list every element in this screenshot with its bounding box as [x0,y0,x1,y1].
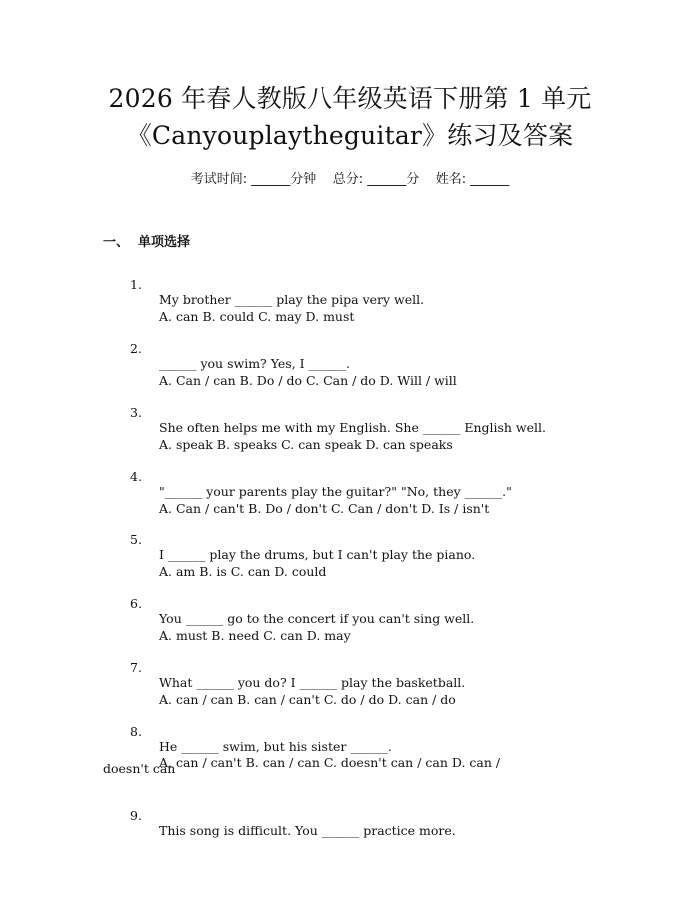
question-text: He ______ swim, but his sister ______. [159,739,392,754]
answer-options: A. Can / can't B. Do / don't C. Can / don't D. Is / isn't [159,501,490,516]
question-text: She often helps me with my English. She ______ English well. [159,420,546,435]
question-number: 3. [130,405,142,420]
question-text: My brother ______ play the pipa very well. [159,292,425,307]
question-number: 9. [130,808,142,823]
answer-options: A. can B. could C. may D. must [159,309,355,324]
answer-options: A. can / can't B. can / can C. doesn't can / can D. can / [159,755,501,770]
question-9 [0,793,700,853]
question-text: ______ you swim? Yes, I ______. [159,356,351,371]
question-number: 6. [130,596,142,611]
document-title-line-1: 2026 年春人教版八年级英语下册第 1 单元 [108,84,592,113]
question-text: "______ your parents play the guitar?" "No, they ______." [159,484,512,499]
question-number: 4. [130,469,142,484]
exam-info-line: 考试时间: ______分钟 总分: ______分 姓名: ______ [190,172,510,187]
answer-options: A. must B. need C. can D. may [159,628,351,643]
section-title: 一、 单项选择 [103,235,191,250]
question-8-options-wrap: doesn't can [103,761,176,776]
question-number: 5. [130,532,142,547]
question-text: You ______ go to the concert if you can't sing well. [159,611,475,626]
question-text: I ______ play the drums, but I can't play the piano. [159,547,476,562]
document-title-line-2: 《Canyouplaytheguitar》练习及答案 [126,121,574,150]
answer-options: A. am B. is C. can D. could [159,564,327,579]
answer-options: A. can / can B. can / can't C. do / do D. can / do [159,692,456,707]
question-text: This song is difficult. You ______ practice more. [159,823,456,838]
question-number: 7. [130,660,142,675]
question-text: What ______ you do? I ______ play the basketball. [159,675,466,690]
answer-options: A. Can / can B. Do / do C. Can / do D. Will / will [159,373,457,388]
answer-options: A. speak B. speaks C. can speak D. can speaks [159,437,453,452]
question-number: 8. [130,724,142,739]
question-number: 1. [130,277,142,292]
question-number: 2. [130,341,142,356]
